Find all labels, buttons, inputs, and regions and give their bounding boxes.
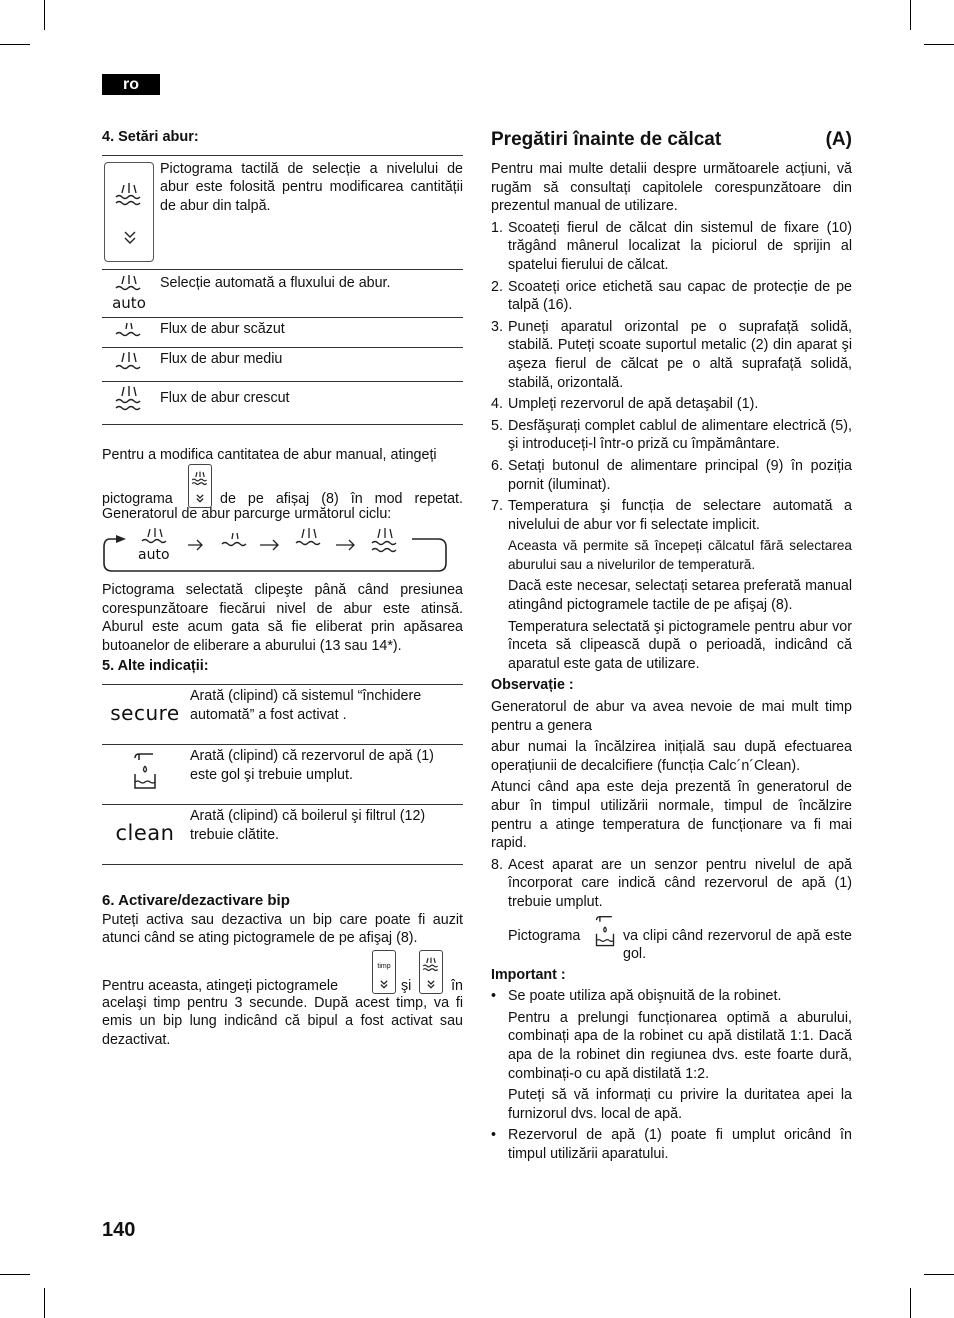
intro-paragraph: Pentru mai multe detalii despre următoarele acțiuni, vă rugăm să consultați capitolele corespunzătoare din prezentul manual de utilizare.	[491, 161, 852, 215]
list-item: 8. Acest aparat are un senzor pentru nivelul de apă încorporat care indică când rezervorul de apă (1) trebuie umplut.	[491, 856, 852, 910]
steam-row-text: Pictograma tactilă de selecție a nivelului de abur este folosită pentru modificarea cantității de abur din talpă.	[160, 160, 463, 214]
steps-list-cont	[491, 856, 852, 912]
list-item: • Rezervorul de apă (1) poate fi umplut oricând în timpul utilizării aparatului.	[491, 1127, 852, 1162]
page-number: 140	[102, 1219, 136, 1241]
observation-p3: Atunci când apa este deja prezentă în generatorul de abur în timpul utilizării normale, timpul de încălzire pentru a atinge temperatura de funcționare va fi mai rapid.	[491, 779, 852, 852]
important-title: Important :	[491, 966, 566, 983]
language-tag: ro	[102, 74, 160, 95]
water-tank-icon	[593, 915, 617, 949]
right-column	[491, 128, 852, 1167]
observation-title: Observație :	[491, 677, 574, 694]
steam-medium-icon	[114, 351, 144, 375]
beep-paragraph-1: Puteți activa sau dezactiva un bip care poate fi auzit atunci când se ating pictogramele de pe afişaj (8).	[102, 911, 463, 947]
manual-text-a: pictograma	[102, 491, 173, 508]
blink-paragraph: Pictograma selectată clipeşte până când presiunea corespunzătoare fiecărui nivel de abur este atinsă. Aburul este acum gata să fie eliberat prin apăsarea butoanelor de eliberare a aburului (13 sau 14*).	[102, 581, 463, 654]
list-item: 4. Umpleți rezervorul de apă detaşabil (1).	[491, 396, 759, 413]
steam-high-icon	[114, 385, 144, 417]
indication-text: Arată (clipind) că boilerul şi filtrul (12) trebuie clătite.	[190, 807, 426, 843]
observation-p1: Generatorul de abur va avea nevoie de mai mult timp pentru a genera	[491, 699, 852, 734]
auto-label: auto	[112, 293, 146, 312]
steam-low-icon	[114, 321, 144, 341]
water-tank-icon	[131, 752, 159, 792]
observation-p2: abur numai la încălzirea inițială sau după efectuarea operațiunii de decalcifiere (funcția Calc´n´Clean).	[491, 739, 852, 774]
steam-settings-table	[102, 155, 463, 425]
crop-mark	[0, 1274, 30, 1275]
page-title: Pregătiri înainte de călcat	[491, 129, 722, 150]
step-8-note-b: va clipi când rezervorul de apă este gol.	[623, 927, 852, 963]
steam-row-text: Flux de abur scăzut	[160, 321, 285, 338]
step-7-note: Aceasta vă permite să începeți călcatul fără selectarea aburului sau a nivelurilor de temperatură.	[508, 538, 852, 572]
crop-mark	[44, 1288, 45, 1318]
indication-text: Arată (clipind) că rezervorul de apă (1) este gol şi trebuie umplut.	[190, 747, 434, 783]
beep-text-c: în	[451, 977, 463, 994]
figure-ref: (A)	[825, 129, 852, 150]
secure-icon: secure	[110, 700, 180, 725]
crop-mark	[44, 0, 45, 30]
indication-text: Arată (clipind) că sistemul “închidere automată” a fost activat .	[190, 687, 422, 723]
crop-mark	[0, 44, 30, 45]
step-7-note: Temperatura selectată şi pictogramele pentru abur vor înceta să clipească după o perioadă, indicând că aparatul este gata de utilizare.	[508, 618, 852, 672]
manual-text-b: de pe afișaj (8) în mod repetat.	[220, 491, 463, 508]
crop-mark	[924, 1274, 954, 1275]
steps-list	[491, 219, 852, 535]
list-item: • Se poate utiliza apă obişnuită de la robinet.	[491, 988, 782, 1005]
other-indications-table	[102, 684, 463, 865]
beep-text-a: Pentru aceasta, atingeți pictogramele	[102, 977, 339, 994]
step-7-note: Dacă este necesar, selectați setarea preferată manual atingând pictogramele tactile de pe afişaj (8).	[508, 578, 852, 614]
timp-label: timp	[377, 962, 391, 970]
step-8-note-a: Pictograma	[508, 927, 581, 944]
steam-row-text: Flux de abur mediu	[160, 350, 283, 367]
section-heading	[491, 128, 852, 152]
crop-mark	[924, 44, 954, 45]
clean-icon: clean	[115, 820, 175, 845]
list-item: 2. Scoateți orice etichetă sau capac de protecție de pe talpă (16).	[491, 278, 852, 314]
beep-paragraph-3: acelaşi timp pentru 3 secunde. După acest timp, va fi emis un bip lung indicând că bipul a fost activat sau dezactivat.	[102, 994, 463, 1048]
steam-selector-key-icon	[104, 162, 154, 262]
bullet-note: Puteți să vă informați cu privire la duritatea apei la furnizorul dvs. local de apă.	[508, 1087, 852, 1122]
steam-row-text: Flux de abur crescut	[160, 389, 290, 406]
steam-row-text: Selecție automată a fluxului de abur.	[160, 274, 391, 291]
beep-text-b: şi	[401, 977, 412, 994]
manual-paragraph: Pentru a modifica cantitatea de abur manual, atingeți	[102, 446, 437, 463]
list-item: 7. Temperatura şi funcția de selectare automată a nivelului de abur vor fi selectate implicit.	[491, 498, 852, 533]
cycle-auto-label: auto	[138, 546, 170, 563]
list-item: 1. Scoateți fierul de călcat din sistemul de fixare (10) trăgând mânerul localizat la piciorul de sprijin al spatelui fierului de călcat.	[491, 219, 852, 273]
steam-key-icon	[419, 950, 443, 994]
timp-key-icon	[372, 950, 396, 994]
steam-key-icon	[188, 464, 212, 508]
steam-auto-icon	[109, 274, 149, 312]
steam-cycle-diagram	[102, 527, 448, 575]
list-item: 5. Desfăşurați complet cablul de alimentare electrică (5), şi introduceți-l într-o priză cu împământare.	[491, 417, 852, 453]
crop-mark	[910, 0, 911, 30]
left-column	[102, 128, 463, 1050]
cycle-intro: Generatorul de abur parcurge următorul ciclu:	[102, 506, 392, 523]
crop-mark	[910, 1288, 911, 1318]
list-item: 3. Puneți aparatul orizontal pe o suprafață solidă, stabilă. Puteți scoate suportul metalic (2) din aparat şi aşeza fierul de călcat pe o altă suprafață solidă, stabilă, orizontală.	[491, 318, 852, 391]
section-4-title: 4. Setări abur:	[102, 129, 199, 145]
section-5-title: 5. Alte indicații:	[102, 658, 209, 675]
bullet-note: Pentru a prelungi funcționarea optimă a aburului, combinați apa de la robinet cu apă distilată 1:1. Dacă apa de la robinet din regiunea dvs. este foarte dură, combinați-o cu apă distilată 1:2.	[508, 1009, 852, 1082]
list-item: 6. Setați butonul de alimentare principal (9) în poziția pornit (iluminat).	[491, 457, 852, 493]
section-6-title: 6. Activare/dezactivare bip	[102, 891, 290, 909]
